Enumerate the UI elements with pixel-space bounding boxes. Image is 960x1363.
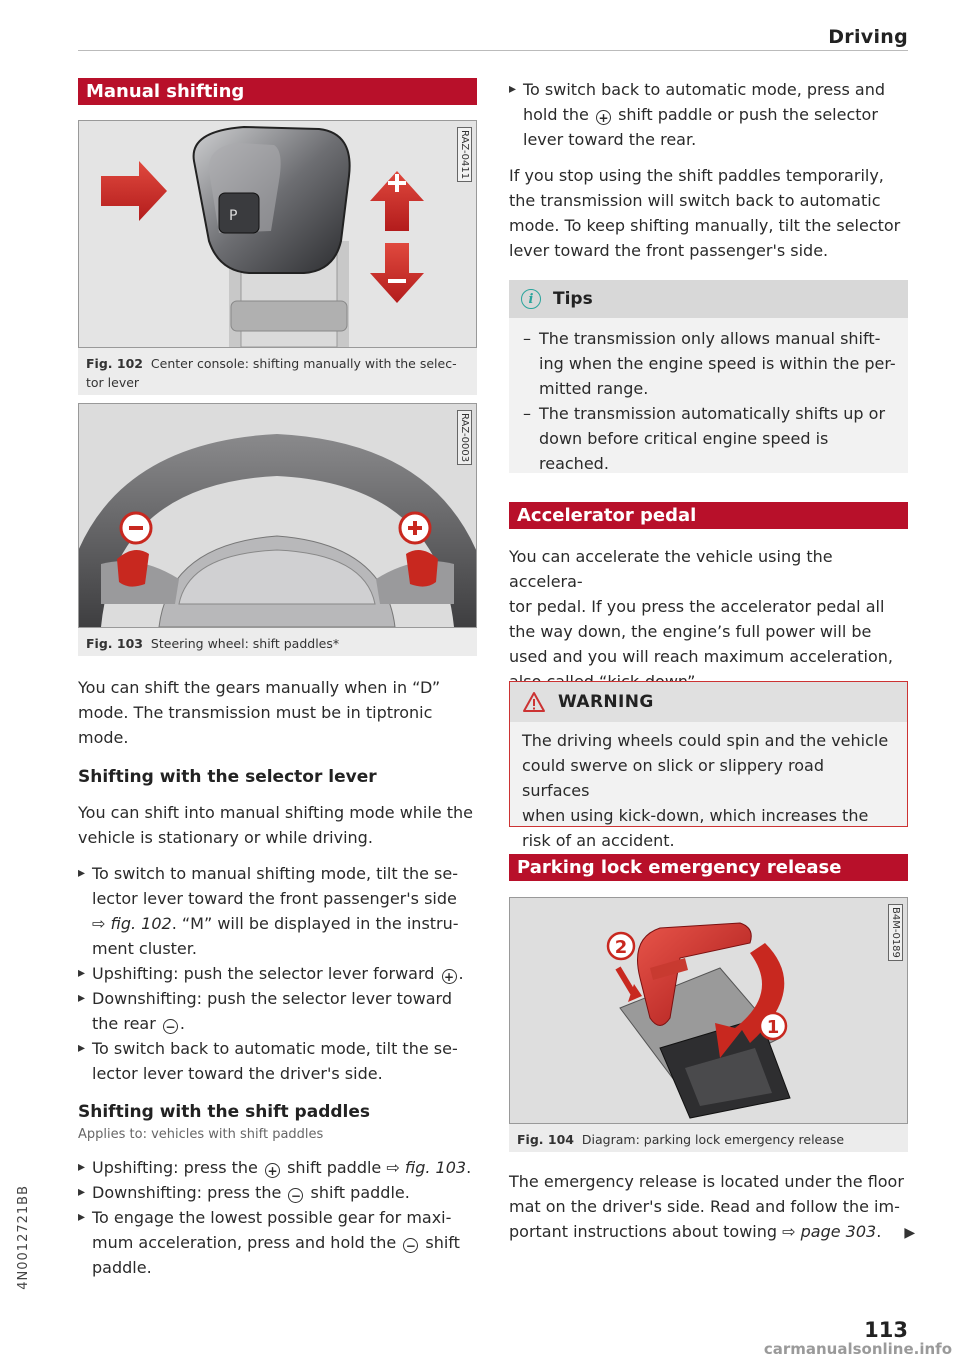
- list-item: [78, 961, 488, 986]
- temporary-paddle-paragraph: [509, 163, 909, 263]
- text-line: To switch to manual shifting mode, tilt the se-: [92, 864, 458, 883]
- figure-104-image: [509, 897, 908, 1124]
- header-divider: [78, 50, 908, 51]
- minus-circle-icon: −: [403, 1238, 418, 1253]
- warning-box: [509, 681, 908, 850]
- intro-line: mode.: [78, 728, 129, 747]
- applies-to-note: Applies to: vehicles with shift paddles: [78, 1127, 324, 1142]
- callout-2-label: 2: [614, 937, 628, 958]
- text-line: lever toward the rear.: [523, 130, 697, 149]
- figure-103-caption: [78, 628, 477, 656]
- callout-1-label: 1: [766, 1017, 780, 1038]
- figure-102-caption-line2: tor lever: [86, 375, 140, 390]
- list-item: [78, 861, 488, 961]
- tips-title: Tips: [553, 289, 593, 309]
- figure-102-code: RAZ-0411: [457, 127, 472, 182]
- subheading-shift-paddles: Shifting with the shift paddles: [78, 1102, 371, 1122]
- tips-list: [509, 318, 908, 484]
- text-fragment: . “M” will be displayed in the instru-: [171, 914, 459, 933]
- document-code: 4N0012721BB: [16, 1185, 31, 1290]
- watermark: carmanualsonline.info: [763, 1340, 952, 1358]
- selector-lever-bullets: [78, 861, 488, 1086]
- figure-103-code: RAZ-0003: [457, 410, 472, 465]
- text-fragment: mum acceleration, press and hold the: [92, 1233, 397, 1252]
- figure-103-label: Fig. 103: [86, 636, 143, 651]
- warning-header: [510, 682, 907, 722]
- text-line: used and you will reach maximum acceleration,: [509, 647, 893, 666]
- text-line: when using kick-down, which increases the: [522, 806, 869, 825]
- text-fragment: hold the: [523, 105, 589, 124]
- text-line: reached.: [539, 454, 609, 473]
- figure-104-code: B4M-0189: [888, 904, 903, 961]
- intro-line: You can shift the gears manually when in “D”: [78, 678, 441, 697]
- banner-accelerator-pedal: Accelerator pedal: [509, 502, 908, 529]
- page-number: 113: [864, 1318, 908, 1342]
- period: .: [876, 1222, 882, 1241]
- minus-circle-icon: −: [288, 1188, 303, 1203]
- figure-103-caption-text: Steering wheel: shift paddles*: [150, 636, 340, 651]
- figure-104-caption: [509, 1124, 908, 1152]
- banner-manual-shifting: Manual shifting: [78, 78, 477, 105]
- figure-104-label: Fig. 104: [517, 1132, 574, 1147]
- accelerator-paragraph: [509, 544, 909, 694]
- warning-body: [510, 722, 907, 859]
- text-fragment: the rear: [92, 1014, 156, 1033]
- fig-103-reference-link[interactable]: ⇨ fig. 103: [386, 1158, 467, 1177]
- intro-line: mode. The transmission must be in tiptronic: [78, 703, 433, 722]
- list-item: [78, 1155, 488, 1180]
- text-fragment: shift: [425, 1233, 460, 1252]
- warning-triangle-icon: [522, 691, 546, 713]
- text-fragment: shift paddle.: [310, 1183, 410, 1202]
- selector-lever-paragraph: [78, 800, 488, 850]
- text-fragment: Upshifting: press the: [92, 1158, 258, 1177]
- plus-circle-icon: +: [442, 969, 457, 984]
- list-item: [78, 1036, 488, 1086]
- text-line: ment cluster.: [92, 939, 197, 958]
- page-303-reference-link[interactable]: ⇨ page 303: [782, 1222, 877, 1241]
- text-line: the transmission will switch back to automatic: [509, 191, 881, 210]
- plus-circle-icon: +: [265, 1163, 280, 1178]
- text-line: The transmission automatically shifts up or: [539, 404, 886, 423]
- period: .: [179, 1014, 185, 1033]
- text-line: Downshifting: push the selector lever toward: [92, 989, 452, 1008]
- text-line: vehicle is stationary or while driving.: [78, 828, 373, 847]
- text-fragment: portant instructions about towing: [509, 1222, 778, 1241]
- tips-header: [509, 280, 908, 318]
- text-fragment: shift paddle: [287, 1158, 382, 1177]
- list-item: [535, 326, 896, 401]
- text-line: You can accelerate the vehicle using the accelera-: [509, 547, 833, 591]
- warning-title: WARNING: [558, 692, 654, 712]
- intro-paragraph: [78, 675, 478, 750]
- text-line: could swerve on slick or slippery road surfaces: [522, 756, 824, 800]
- shift-paddle-bullets: [78, 1155, 488, 1280]
- lever-p-label: P: [229, 208, 238, 224]
- plus-circle-icon: +: [596, 110, 611, 125]
- period: .: [466, 1158, 472, 1177]
- text-line: lector lever toward the front passenger's side: [92, 889, 457, 908]
- section-title: Driving: [828, 26, 908, 48]
- text-fragment: Downshifting: press the: [92, 1183, 282, 1202]
- text-line: mode. To keep shifting manually, tilt the selector: [509, 216, 901, 235]
- text-line: If you stop using the shift paddles temporarily,: [509, 166, 884, 185]
- continue-arrow-icon: ▶: [904, 1225, 916, 1241]
- list-item: [509, 77, 909, 152]
- emergency-release-paragraph: [509, 1169, 929, 1246]
- text-line: ing when the engine speed is within the per-: [539, 354, 896, 373]
- figure-102-caption: [78, 348, 477, 395]
- text-line: the way down, the engine’s full power will be: [509, 622, 872, 641]
- period: .: [458, 964, 464, 983]
- text-line: lever toward the front passenger's side.: [509, 241, 829, 260]
- text-line: paddle.: [92, 1258, 152, 1277]
- text-line: You can shift into manual shifting mode while the: [78, 803, 474, 822]
- text-line: lector lever toward the driver's side.: [92, 1064, 383, 1083]
- text-line: [509, 1219, 929, 1246]
- fig-102-reference-link[interactable]: ⇨ fig. 102: [92, 914, 172, 933]
- figure-104-caption-text: Diagram: parking lock emergency release: [581, 1132, 845, 1147]
- text-line: To switch back to automatic mode, tilt the se-: [92, 1039, 458, 1058]
- text-line: tor pedal. If you press the accelerator pedal all: [509, 597, 885, 616]
- text-line: risk of an accident.: [522, 831, 675, 850]
- figure-102-image: [78, 120, 477, 348]
- info-icon: i: [521, 289, 541, 309]
- text-fragment: shift paddle or push the selector: [618, 105, 878, 124]
- text-line: To switch back to automatic mode, press and: [523, 80, 885, 99]
- text-line: The emergency release is located under the floor: [509, 1172, 904, 1191]
- text-line: mitted range.: [539, 379, 649, 398]
- text-line: mat on the driver's side. Read and follow the im-: [509, 1197, 900, 1216]
- text-line: down before critical engine speed is: [539, 429, 829, 448]
- text-line: Upshifting: push the selector lever forward: [92, 964, 435, 983]
- list-item: [78, 1205, 488, 1280]
- text-line: The driving wheels could spin and the vehicle: [522, 731, 889, 750]
- list-item: [535, 401, 896, 476]
- figure-103-image: [78, 403, 477, 628]
- subheading-selector-lever: Shifting with the selector lever: [78, 767, 377, 787]
- selector-lever-illustration: [79, 121, 476, 347]
- banner-parking-lock-release: Parking lock emergency release: [509, 854, 908, 881]
- minus-circle-icon: −: [163, 1019, 178, 1034]
- tips-box: [509, 280, 908, 473]
- list-item: [78, 986, 488, 1036]
- parking-lock-release-illustration: [510, 898, 907, 1123]
- text-line: To engage the lowest possible gear for maxi-: [92, 1208, 452, 1227]
- auto-mode-bullet: [509, 77, 909, 152]
- list-item: [78, 1180, 488, 1205]
- figure-102-label: Fig. 102: [86, 356, 143, 371]
- text-line: The transmission only allows manual shift-: [539, 329, 881, 348]
- steering-wheel-illustration: [79, 404, 476, 627]
- figure-102-caption-line1: Center console: shifting manually with the selec-: [150, 356, 457, 371]
